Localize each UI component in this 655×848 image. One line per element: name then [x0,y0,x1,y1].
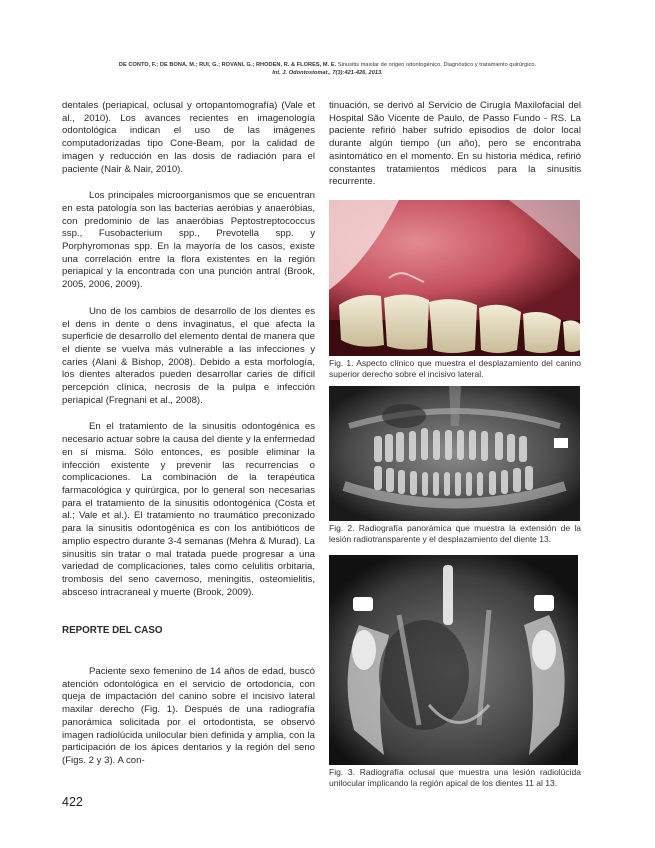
header-authors: DE CONTO, F.; DE BONA, M.; RUI, G.; ROVANI, G.; RHODEN, R. & FLORES, M. E. [118,62,337,68]
figure-1-clinical-photo [329,200,580,356]
figure-3-occlusal-radiograph [329,555,578,765]
section-heading: REPORTE DEL CASO [62,625,163,637]
running-header [60,61,595,77]
header-title: Sinusitis maxilar de origen odontogénico. Diagnóstico y tratamiento quirúrgico. [337,62,537,68]
page-number: 422 [62,795,83,809]
left-paragraph-5: Paciente sexo femenino de 14 años de edad, buscó atención odontológica en el servicio de ortodoncia, con queja de impactación del canino sobre el incisivo lateral maxilar derecho (Fig. 1). Después de una radiografía panorámica solicitada por el ortodontista, se observó imagen radiolúcida unilocular bien definida y amplia, con la participación de los ápices dentarios y la región del seno (Figs. 2 y 3). A con- [62,666,315,766]
right-paragraph-1: tinuación, se derivó al Servicio de Cirugía Maxilofacial del Hospital São Vicente de Paulo, de Passo Fundo - RS. La paciente refirió haber sufrido episodios de dolor local durante algún tiempo (un año), pero se encontraba asintomático en el momento. En su historia médica, refirió constantes tratamientos médicos para la sinusitis recurrente. [329,100,581,188]
left-paragraph-2: Los principales microorganismos que se encuentran en esta patología son las bacterias aeróbias y anaeróbias, con predominio de las anaeróbias Peptostreptococcus ssp., Fusobacterium spp., Prevotella spp. y Porphyromonas spp. En la mayoría de los casos, existe una correlación entre la flora existentes en la región periapical y la encontrada con una punción antral (Brook, 2005, 2006, 2009). [62,190,315,291]
figure-2-panoramic-radiograph [329,386,580,521]
left-column [62,100,315,768]
figure-1-caption: Fig. 1. Aspecto clínico que muestra el desplazamiento del canino superior derecho sobre el incisivo lateral. [329,358,581,379]
figure-2-caption: Fig. 2. Radiografía panorámica que muestra la extensión de la lesión radiotransparente y el desplazamiento del diente 13. [329,523,581,544]
right-column [329,100,581,189]
left-paragraph-4: En el tratamiento de la sinusitis odontogénica es necesario actuar sobre la causa del diente y la enfermedad en sí misma. Sólo entonces, es posible eliminar la infección existente y prevenir las recurrencias o complicaciones. La combinación de la terapéutica farmacológica y quirúrgica, por lo general son necesarias para el tratamiento de la sinusitis odontogénica (Costa et al.; Vale et al.). El tratamiento no traumático preconizado para la sinusitis odontogénica es con los antibióticos de amplio espectro durante 3-4 semanas (Mehra & Murad). La sinusitis sin tratar o mal tratada puede progresar a una variedad de complicaciones, tales como celulitis orbitaria, trombosis del seno cavernoso, meningitis, osteomielitis, absceso intracraneal y muerte (Brook, 2009). [62,421,315,598]
figure-3-caption: Fig. 3. Radiografía oclusal que muestra una lesión radiolúcida unilocular implicando la región apical de los dientes 11 al 13. [329,767,581,788]
left-paragraph-3: Uno de los cambios de desarrollo de los dientes es el dens in dente o dens invaginatus, el que afecta la superficie de desarrollo del elemento dental de manera que el diente se vuelva más vulnerable a las infecciones y caries (Alani & Bishop, 2008). Debido a esta morfología, los dientes alterados pueden desarrollar caries de difícil percepción clínica, necrosis de la pulpa e infección periapical (Fregnani et al., 2008). [62,305,315,406]
left-paragraph-1: dentales (periapical, oclusal y ortopantomografía) (Vale et al., 2010). Los avances recientes en imagenología odontológica indican el uso de las imágenes computadorizadas tipo Cone-Beam, por la calidad de imagen y reducción en las dosis de radiación para el paciente (Nair & Nair, 2010). [62,100,315,175]
header-journal: Int. J. Odontostomat., 7(3):421-426, 2013. [272,70,383,76]
